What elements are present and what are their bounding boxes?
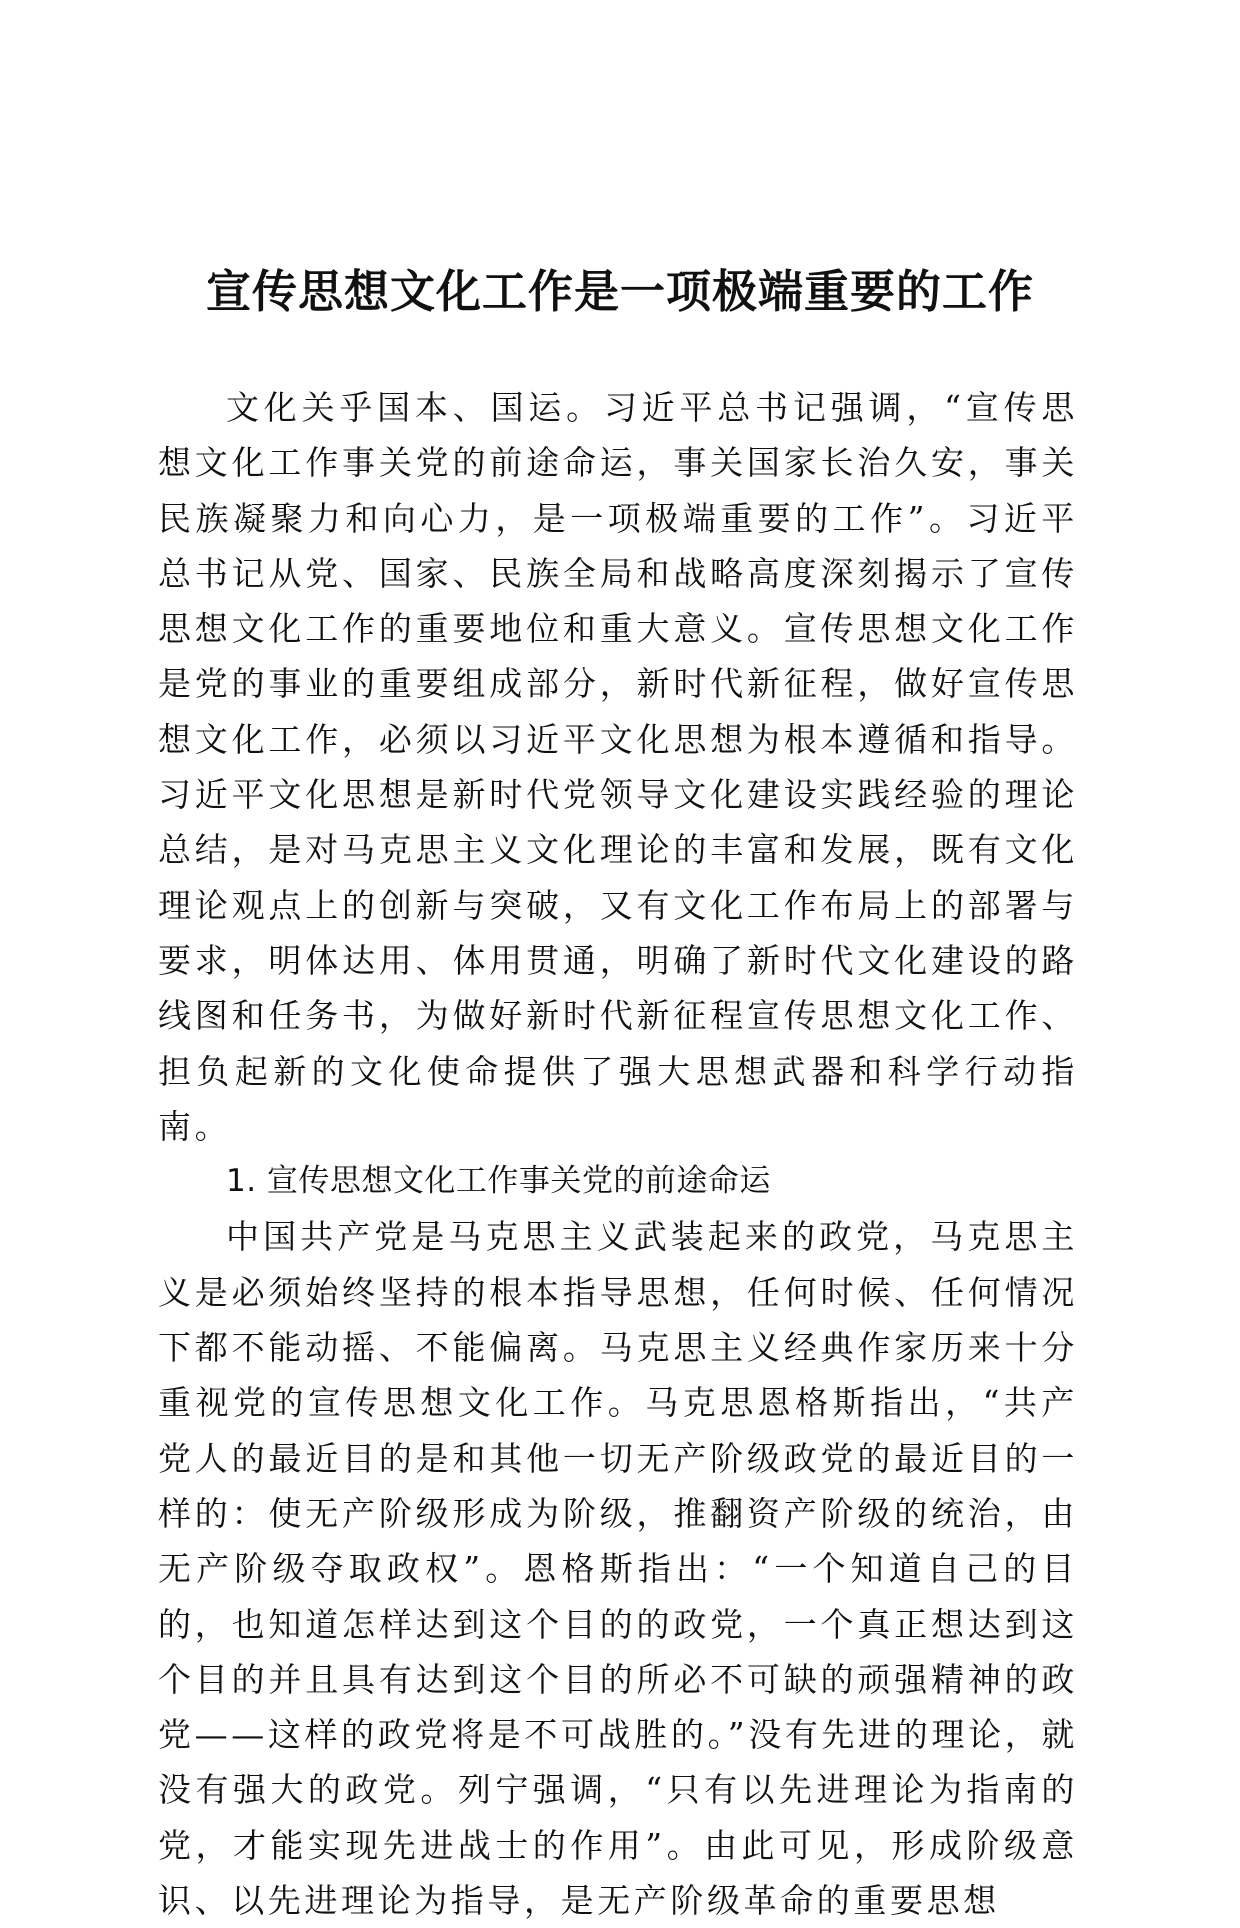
section-paragraph: 中国共产党是马克思主义武装起来的政党，马克思主义是必须始终坚持的根本指导思想，任何时候、任何情况下都不能动摇、不能偏离。马克思主义经典作家历来十分重视党的宣传思想文化工作。马克思恩格斯指出，“共产党人的最近目的是和其他一切无产阶级政党的最近目的一样的：使无产阶级形成为阶级，推翻资产阶级的统治，由无产阶级夺取政权”。恩格斯指出：“一个知道自己的目的，也知道怎样达到这个目的的政党，一个真正想达到这个目的并且具有达到这个目的所必不可缺的顽强精神的政党——这样的政党将是不可战胜的。”没有先进的理论，就没有强大的政党。列宁强调，“只有以先进理论为指南的党，才能实现先进战士的作用”。由此可见，形成阶级意识、以先进理论为指导，是无产阶级革命的重要思想 (158, 1217, 1078, 1921)
section-heading: 1. 宣传思想文化工作事关党的前途命运 (226, 1163, 771, 1200)
intro-paragraph: 文化关乎国本、国运。习近平总书记强调，“宣传思想文化工作事关党的前途命运，事关国家长治久安，事关民族凝聚力和向心力，是一项极端重要的工作”。习近平总书记从党、国家、民族全局和战略高度深刻揭示了宣传思想文化工作的重要地位和重大意义。宣传思想文化工作是党的事业的重要组成部分，新时代新征程，做好宣传思想文化工作，必须以习近平文化思想为根本遵循和指导。习近平文化思想是新时代党领导文化建设实践经验的理论总结，是对马克思主义文化理论的丰富和发展，既有文化理论观点上的创新与突破，又有文化工作布局上的部署与要求，明体达用、体用贯通，明确了新时代文化建设的路线图和任务书，为做好新时代新征程宣传思想文化工作、担负起新的文化使命提供了强大思想武器和科学行动指南。 (158, 388, 1078, 1146)
document-title: 宣传思想文化工作是一项极端重要的工作 (205, 265, 1034, 318)
document-body (158, 380, 1078, 1928)
